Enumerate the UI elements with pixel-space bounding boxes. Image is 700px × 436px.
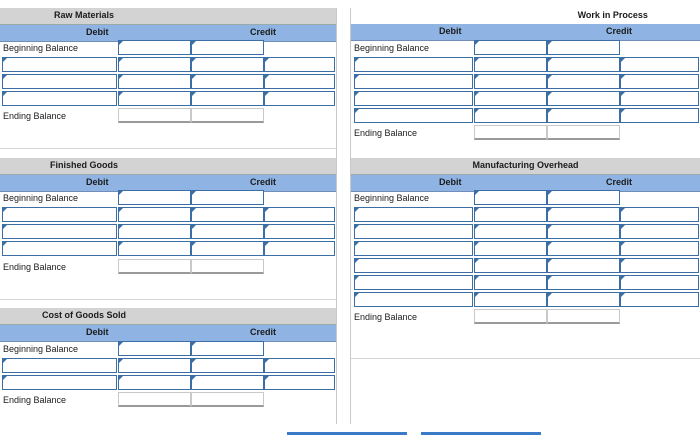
credit-input[interactable] [547,275,620,290]
debit-header: Debit [86,27,109,37]
label-input[interactable] [620,224,699,239]
debit-total [118,259,191,274]
label-input[interactable] [354,224,473,239]
entry-row [351,258,700,274]
label-input[interactable] [620,74,699,89]
label-input[interactable] [354,74,473,89]
debit-input[interactable] [474,74,547,89]
debit-input[interactable] [474,57,547,72]
label-input[interactable] [264,358,335,373]
debit-total [118,108,191,123]
label-input[interactable] [620,108,699,123]
account-title: Work in Process [577,10,648,20]
credit-input[interactable] [191,207,264,222]
label-input[interactable] [264,57,335,72]
credit-input[interactable] [547,74,620,89]
credit-input[interactable] [191,190,264,205]
entry-row [0,358,336,374]
entry-row [0,207,336,223]
label-input[interactable] [620,57,699,72]
credit-total [191,392,264,407]
beginning-balance-label: Beginning Balance [354,193,430,203]
divider [0,148,336,149]
t-account-cost-of-goods-sold [0,308,336,342]
t-account-manufacturing-overhead [351,158,700,192]
label-input[interactable] [620,275,699,290]
label-input[interactable] [354,292,473,307]
entry-row [0,91,336,107]
debit-input[interactable] [474,275,547,290]
credit-total [547,125,620,140]
ending-balance-label: Ending Balance [3,395,67,405]
entry-row [351,74,700,90]
debit-total [474,125,547,140]
entry-row [351,224,700,240]
header-bar [0,325,336,342]
credit-input[interactable] [547,207,620,222]
credit-input[interactable] [191,224,264,239]
label-input[interactable] [2,375,117,390]
prev-nav-bar[interactable] [287,432,407,435]
debit-input[interactable] [118,40,191,55]
entry-row [351,275,700,291]
credit-input[interactable] [547,292,620,307]
label-input[interactable] [264,207,335,222]
debit-input[interactable] [118,241,191,256]
row-ending [0,259,336,275]
debit-input[interactable] [118,74,191,89]
credit-total [547,309,620,324]
credit-header: Credit [606,177,633,187]
divider [0,299,336,300]
credit-input[interactable] [191,358,264,373]
credit-input[interactable] [191,375,264,390]
debit-header: Debit [439,177,462,187]
debit-total [118,392,191,407]
label-input[interactable] [620,292,699,307]
left-column [0,8,337,424]
entry-row [0,74,336,90]
beginning-balance-label: Beginning Balance [3,43,79,53]
label-input[interactable] [354,91,473,106]
debit-input[interactable] [118,341,191,356]
credit-total [191,108,264,123]
account-title: Raw Materials [53,10,115,20]
right-column [350,8,700,424]
account-title: Cost of Goods Sold [42,310,126,320]
title-bar [351,158,700,175]
t-account-raw-materials [0,8,336,42]
label-input[interactable] [354,207,473,222]
credit-header: Credit [250,327,277,337]
label-input[interactable] [354,57,473,72]
beginning-balance-label: Beginning Balance [3,193,79,203]
debit-input[interactable] [118,358,191,373]
debit-input[interactable] [118,57,191,72]
ending-balance-label: Ending Balance [3,111,67,121]
credit-input[interactable] [547,40,620,55]
title-bar [0,308,336,325]
label-input[interactable] [2,57,117,72]
debit-input[interactable] [474,108,547,123]
label-input[interactable] [2,241,117,256]
label-input[interactable] [2,224,117,239]
credit-input[interactable] [547,108,620,123]
row-beginning [0,190,336,206]
debit-input[interactable] [118,207,191,222]
beginning-balance-label: Beginning Balance [354,43,430,53]
title-bar [351,8,700,24]
ending-balance-label: Ending Balance [3,262,67,272]
credit-header: Credit [606,26,633,36]
label-input[interactable] [264,224,335,239]
debit-input[interactable] [118,375,191,390]
row-ending [0,108,336,124]
debit-input[interactable] [118,224,191,239]
label-input[interactable] [264,241,335,256]
debit-input[interactable] [474,258,547,273]
label-input[interactable] [264,74,335,89]
label-input[interactable] [354,108,473,123]
label-input[interactable] [2,207,117,222]
credit-input[interactable] [547,190,620,205]
label-input[interactable] [354,275,473,290]
debit-input[interactable] [474,224,547,239]
debit-input[interactable] [474,91,547,106]
label-input[interactable] [620,241,699,256]
label-input[interactable] [2,358,117,373]
debit-input[interactable] [118,190,191,205]
debit-input[interactable] [118,91,191,106]
label-input[interactable] [264,375,335,390]
debit-total [474,309,547,324]
credit-input[interactable] [191,241,264,256]
entry-row [0,375,336,391]
debit-header: Debit [439,26,462,36]
debit-input[interactable] [474,207,547,222]
label-input[interactable] [354,241,473,256]
row-beginning [0,341,336,357]
divider [351,358,700,359]
label-input[interactable] [620,258,699,273]
entry-row [351,91,700,107]
debit-header: Debit [86,327,109,337]
title-bar [0,8,336,25]
next-nav-bar[interactable] [421,432,541,435]
debit-input[interactable] [474,292,547,307]
header-bar [351,24,700,41]
credit-input[interactable] [191,341,264,356]
entry-row [0,57,336,73]
entry-row [351,292,700,308]
credit-input[interactable] [191,57,264,72]
row-beginning [351,40,700,56]
debit-input[interactable] [474,241,547,256]
row-beginning [0,40,336,56]
title-bar [0,158,336,175]
entry-row [351,207,700,223]
label-input[interactable] [354,258,473,273]
row-ending [351,309,700,325]
entry-row [351,57,700,73]
ending-balance-label: Ending Balance [354,128,418,138]
entry-row [351,241,700,257]
credit-input[interactable] [547,224,620,239]
credit-input[interactable] [547,258,620,273]
credit-header: Credit [250,177,277,187]
account-title: Finished Goods [49,160,118,170]
credit-input[interactable] [191,40,264,55]
label-input[interactable] [2,91,117,106]
debit-header: Debit [86,177,109,187]
t-account-finished-goods [0,158,336,192]
credit-input[interactable] [547,241,620,256]
entry-row [0,224,336,240]
debit-input[interactable] [474,40,547,55]
label-input[interactable] [2,74,117,89]
row-ending [351,125,700,141]
account-title: Manufacturing Overhead [472,160,579,170]
label-input[interactable] [620,207,699,222]
label-input[interactable] [264,91,335,106]
label-input[interactable] [620,91,699,106]
credit-input[interactable] [191,91,264,106]
entry-row [351,108,700,124]
entry-row [0,241,336,257]
credit-input[interactable] [547,57,620,72]
credit-header: Credit [250,27,277,37]
credit-total [191,259,264,274]
row-beginning [351,190,700,206]
credit-input[interactable] [191,74,264,89]
ending-balance-label: Ending Balance [354,312,418,322]
credit-input[interactable] [547,91,620,106]
beginning-balance-label: Beginning Balance [3,344,79,354]
t-account-work-in-process [351,8,700,41]
debit-input[interactable] [474,190,547,205]
row-ending [0,392,336,408]
